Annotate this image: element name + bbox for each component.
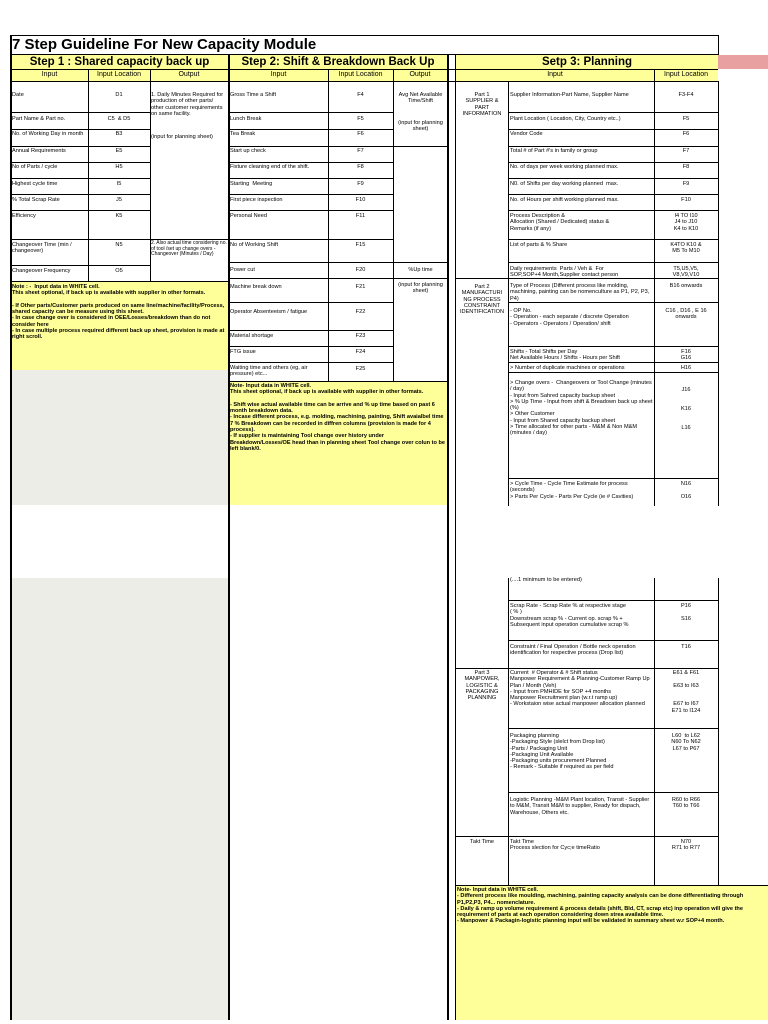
step3-row-location: R60 to R66 T60 to T66: [671, 797, 701, 810]
step2-row-input: Gross Time a Shift: [230, 92, 277, 98]
step3-row-input: Daily requirements Parts / Veh & For SOP,SOP+4 Month,Supplier contact person: [510, 266, 619, 279]
step3-row-location: L60 to L62 N60 To N62 L67 to P67: [671, 733, 701, 752]
step1-row-location: O5: [115, 268, 123, 274]
step2-row-location: F24: [355, 349, 366, 355]
step3-row-input: > Change overs - Changeovers or Tool Change (minutes / day) - Input from Sahred capacity backup sheet > % Up Time - Input from shift & Breadown back up sheet (%) > Other Customer - Input from Shared capacity backup sheet > Time allocated for other parts - M&M & Non M&M (minutes / day): [510, 380, 653, 437]
step2-row-location: F22: [355, 309, 366, 315]
step3-part1-label: Part 1 SUPPLIER & PART INFORMATION: [462, 92, 502, 117]
step2-output-planning: (input for planning sheet): [398, 120, 445, 133]
step3-row-input: Scrap Rate - Scrap Rate % at respective stage ( % ) Downstream scrap % - Current op. scrap % + Subsequent input operation cumulative scrap %: [510, 603, 629, 628]
step2-row-input: Fixture cleaning end of the shift.: [230, 164, 310, 170]
step2-row-location: F15: [355, 242, 366, 248]
step3-row-location: F7: [682, 148, 690, 154]
step3-row-location: N70 R71 to R77: [671, 839, 701, 852]
step3-row-input: Supplier Information-Part Name, Supplier Name: [510, 92, 629, 98]
page-title: 7 Step Guideline For New Capacity Module: [12, 36, 317, 53]
step2-row-input: Power cut: [230, 267, 255, 273]
step1-row-location: D1: [115, 92, 123, 98]
step1-row-location: N5: [115, 242, 123, 248]
step3-part3-label: Part 3 MANPOWER, LOGISTIC & PACKAGING PLANNING: [464, 670, 500, 702]
step1-col-location: Input Location: [97, 71, 141, 78]
step3-row-input: Current # Operator & # Shift status Manpower Requirement & Planning-Customer Ramp Up Plan / Month (Veh) - Input from PMHIDE for SOP +4 months Manpower Recruitment plan (w.r.t ramp up) - Workstaion wise actual manpower allocation planned: [510, 670, 650, 708]
step2-row-location: F23: [355, 333, 366, 339]
step3-note: Note- Input data in WHITE cell. - Different process like moulding, machining, painting capacity analysis can be done differentiating through P1,P2,P3, P4... nomenclature. - Daily & ramp up volume requirement & process details (shift, Bld, CT, scrap etc) inp operation will give the requirement of parts at each operation considering down strea available time. - Manpower & Packagin-logistic planning input will be validated in summary sheet w.r SOP+4 month.: [457, 887, 744, 925]
step2-col-location: Input Location: [338, 71, 383, 78]
step2-output-net-time: Avg Net Available Time/Shift: [398, 92, 444, 105]
step1-row-input: Changeover Frequency: [12, 268, 71, 274]
step3-part2-label: Part 2 MANUFACTURI NG PROCESS CONSTRAINT IDENTIFICATION: [459, 284, 505, 316]
step3-row-location: F6: [682, 131, 690, 137]
step2-output-uptime: %Up time: [408, 267, 433, 273]
step2-row-location: F11: [355, 213, 366, 219]
step2-row-input: Lunch Break: [230, 116, 262, 122]
step3-row-location: T16: [681, 644, 691, 650]
step2-row-location: F4: [357, 92, 364, 98]
step1-grey-bg-lower: [11, 578, 228, 1020]
step3-header-salmon: [718, 55, 768, 69]
step3-row-location: F16 G16: [680, 349, 692, 362]
step3-row-input: Total # of Part #'s in family or group: [510, 148, 598, 154]
step3-row-input: - OP No. - Operation - each separate / discrete Operation - Operators - Operators / Operation/ shift: [510, 308, 629, 327]
step3-row-input: List of parts & % Share: [510, 242, 568, 248]
step3-row-location: F3-F4: [678, 92, 694, 98]
step2-row-input: Waiting time and others (eg, air pressure) etc...: [230, 365, 310, 378]
step2-row-input: First piece inspection: [230, 197, 283, 203]
step1-row-location: C5 & D5: [107, 116, 131, 122]
step1-row-location: K5: [115, 213, 123, 219]
step2-row-input: FTG issue: [230, 349, 256, 355]
step3-row-input: N0. of Shifts per day working planned max.: [510, 181, 619, 187]
step2-row-input: No of Working Shift: [230, 242, 279, 248]
step2-row-location: F5: [357, 116, 364, 122]
step3-row-input: > Number of duplicate machines or operations: [510, 365, 625, 371]
step2-row-location: F9: [357, 181, 364, 187]
step3-row-input: No. of days per week working planned max.: [510, 164, 619, 170]
step1-row-location: I5: [116, 181, 122, 187]
step1-grey-bg: [11, 370, 228, 505]
step2-row-input: Tea Break: [230, 131, 256, 137]
step3-header: Setp 3: Planning: [541, 56, 633, 68]
step1-header: Step 1 : Shared capacity back up: [29, 56, 210, 68]
step2-row-input: Personal Need: [230, 213, 268, 219]
step3-row-input: Shifts - Total Shifts per Day Net Available Hours / Shifts - Hours per Shift: [510, 349, 620, 362]
step2-row-location: F21: [355, 284, 366, 290]
step1-row-input: Efficiency: [12, 213, 36, 219]
step2-row-input: Operator Absenteeism / fatigue: [230, 309, 308, 315]
step2-col-output: Output: [409, 71, 431, 78]
step3-row-input: Plant Location ( Location, City, Country etc..): [510, 116, 621, 122]
step2-row-location: F25: [355, 366, 366, 372]
step3-row-input: Logistic Planning -M&M Plant location, Transit - Supplier to M&M, Transit M&M to supplier, Ready for dispach, Warehouse, Others etc.: [510, 797, 651, 816]
step3-row-input: Constraint / Final Operation / Bottle neck operation identification for respective process (Drop list): [510, 644, 638, 657]
step2-row-location: F20: [355, 267, 366, 273]
step2-row-location: F8: [357, 164, 364, 170]
step1-output-planning: (input for planning sheet): [151, 134, 213, 140]
step1-row-location: J5: [116, 197, 122, 203]
step1-col-input: Input: [41, 71, 58, 78]
step1-row-location: H5: [115, 164, 123, 170]
step2-row-input: Start up check: [230, 148, 266, 154]
step1-row-input: Part Name & Part no.: [12, 116, 66, 122]
step3-row-location: H16: [680, 365, 692, 371]
step2-col-input: Input: [270, 71, 287, 78]
step3-col-location: Input Location: [664, 71, 708, 78]
step1-row-input: % Total Scrap Rate: [12, 197, 60, 203]
step3-row-location: J16 K16 L16: [681, 387, 691, 431]
step2-note: Note- Input data in WHITE cell. This sheet optional, if back up is available with supplier in other formats. - Shift wise actual available time can be arrive and % up time based on past 6 month breakdown data. - Incase different process, e.g. molding, machining, painting, Shift avaialbel time 7 % Breakdown can be recorded in diffren columns (provision is made for 4 process). - If supplier is maintaining Tool change over history under Breakdown/Losses/OE head than in planning sheet Tool change over colun to be left blank/0.: [230, 383, 445, 452]
step3-row-input: > Cycle Time - Cycle Time Estimate for process (seconds) > Parts Per Cycle - Parts Per Cycle (ie # Cavities): [510, 481, 634, 500]
step3-part4-label: Takt Time: [470, 839, 494, 845]
step1-row-location: E5: [115, 148, 123, 154]
step3-row-location: F9: [682, 181, 690, 187]
step3-row-location: N16 O16: [680, 481, 692, 500]
step1-row-input: Highest cycle time: [12, 181, 58, 187]
step3-row-input: Vendor Code: [510, 131, 543, 137]
step2-output-planning-2: (input for planning sheet): [398, 282, 445, 295]
step2-row-location: F7: [357, 148, 364, 154]
step3-row-location: E61 & F61 E63 to I63 E67 to I67 E71 to I124: [671, 670, 701, 714]
step1-row-input: Date: [12, 92, 24, 98]
step3-row-input: Type of Process (Different process like molding, machining, painting can be nomenculture as P1, P2, P3, P4): [510, 283, 651, 302]
step2-header: Step 2: Shift & Breakdown Back Up: [241, 56, 435, 68]
step3-col-input: Input: [547, 71, 563, 78]
step3-row-location: F8: [682, 164, 690, 170]
step3-row-location: C16 , D16 , E 16 onwards: [665, 308, 707, 321]
step1-row-location: B3: [115, 131, 123, 137]
step3-row-location: T5,U5,V5, V8,V9,V10: [672, 266, 700, 279]
step1-row-input: No. of Working Day in month: [12, 131, 84, 137]
step3-row-input: Process Description & Allocation (Shared / Dedicated) status & Remarks (if any): [510, 213, 610, 232]
step3-row-location: F10: [681, 197, 691, 203]
step2-row-location: F6: [357, 131, 364, 137]
step3-row-location: P16 S16: [681, 603, 691, 622]
step1-note: Note : - Input data in WHITE cell. This sheet optional, if back up is available with supplier in other formats. - If Other parts/Customer parts produced on same line/machine/facility/Process, shared capacity can be measure using this sheet. - In case change over is considered in OEE/Losses/breakdown than do not consider here - In case multiple process required different back up sheet, provision is made at right scroll.: [12, 284, 225, 341]
step3-row-location: B16 onwards: [669, 283, 703, 289]
step1-output-daily-minutes: 1. Daily Minutes Required for production of other parts/ other customer requirements on same facility.: [151, 92, 225, 117]
step3-row-location: I4 TO I10 J4 to J10 K4 to K10: [673, 213, 699, 232]
step3-row-input: No. of Hours per shift working planned max.: [510, 197, 619, 203]
step1-output-changeover: 2. Also actual time considering no. of tool /set up change overs - Changeover (Minutes / Day): [151, 240, 227, 258]
step3-row-input: Packaging planning -Packaging Style (slelct from Drop list) -Parts / Packaging Unit -Packaging Unit Available -Packaging units procurement Planned - Remark - Suitable if required as per field: [510, 733, 614, 771]
step3-row-location: F5: [682, 116, 690, 122]
step3-row-location: K4TO K10 & M5 To M10: [670, 242, 702, 255]
step2-row-input: Starting Meeting: [230, 181, 273, 187]
step3-row-input: (....1 minimum to be entered): [510, 577, 582, 583]
step2-row-input: Material shortage: [230, 333, 274, 339]
step1-row-input: No of Parts / cycle: [12, 164, 58, 170]
step1-row-input: Annual Requirements: [12, 148, 66, 154]
step1-col-output: Output: [178, 71, 200, 78]
step3-row-input: Takt Time Process slection for Cyc;e timeRatio: [510, 839, 600, 852]
step2-row-input: Machine break down: [230, 284, 282, 290]
step1-row-input: Changeover Time (min / changeover): [12, 242, 74, 255]
step2-row-location: F10: [355, 197, 366, 203]
